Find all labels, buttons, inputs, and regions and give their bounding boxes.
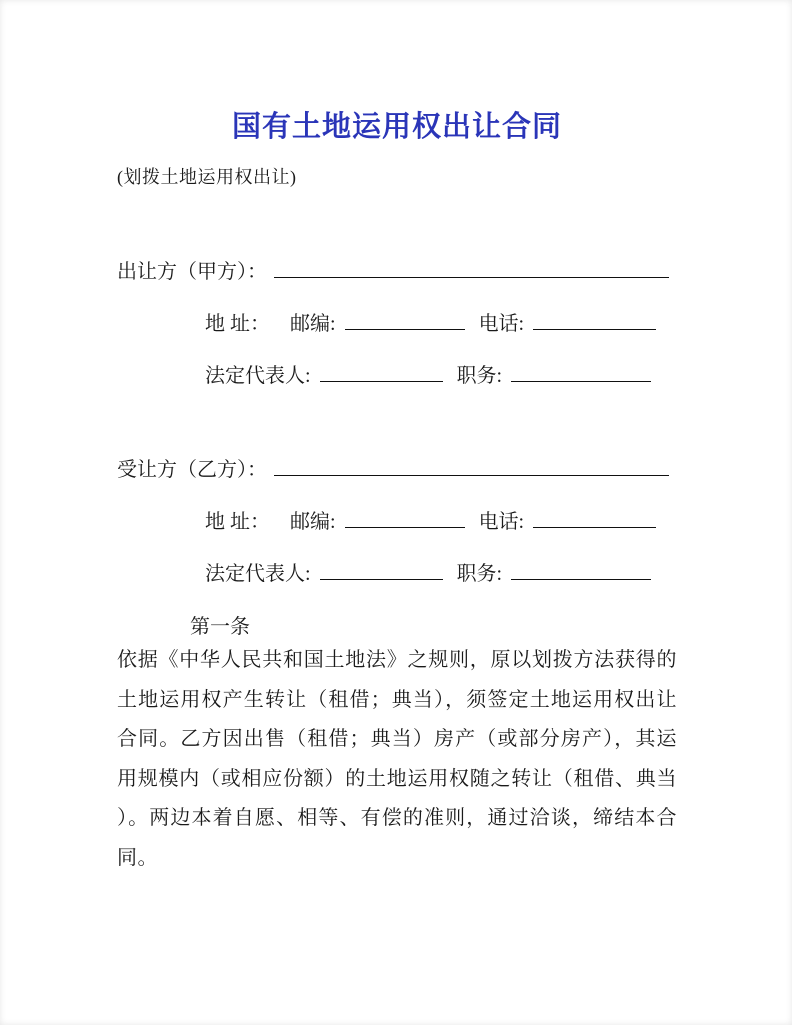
party-b-label: 受让方（乙方）： <box>117 459 267 481</box>
party-b-postcode-label: 邮编: <box>290 511 336 533</box>
paragraph-line: 依据《中华人民共和国土地法》之规则，原以划拨方法获得的 <box>117 649 677 671</box>
party-a-address-row <box>117 309 677 337</box>
party-b-section <box>117 455 677 587</box>
party-a-postcode-field[interactable] <box>345 309 465 330</box>
document-title: 国有土地运用权出让合同 <box>231 111 562 143</box>
party-a-label: 出让方（甲方）： <box>117 261 267 283</box>
party-a-section <box>117 257 677 389</box>
party-b-legal-rep-label: 法定代表人: <box>205 563 311 585</box>
party-a-postcode-label: 邮编: <box>290 313 336 335</box>
party-b-name-field[interactable] <box>274 455 669 476</box>
party-b-phone-field[interactable] <box>533 507 656 528</box>
party-b-address-row <box>117 507 677 535</box>
paragraph-line: 合同。乙方因出售（租借；典当）房产（或部分房产），其运 <box>117 728 677 751</box>
party-a-legal-rep-field[interactable] <box>320 361 443 382</box>
party-a-legal-rep-row <box>117 361 677 389</box>
party-b-position-label: 职务: <box>456 563 503 585</box>
party-b-position-field[interactable] <box>511 559 651 580</box>
document-subtitle: (划拨土地运用权出让) <box>117 167 297 187</box>
party-a-position-field[interactable] <box>511 361 651 382</box>
party-b-address-label: 地 址： <box>205 511 270 533</box>
party-a-position-label: 职务: <box>456 365 503 387</box>
party-a-phone-label: 电话: <box>478 313 525 335</box>
party-b-label-row <box>117 455 677 483</box>
party-b-postcode-field[interactable] <box>345 507 465 528</box>
article-heading: 第一条 <box>190 616 250 638</box>
party-a-phone-field[interactable] <box>533 309 656 330</box>
party-a-label-row <box>117 257 677 285</box>
party-b-phone-label: 电话: <box>478 511 525 533</box>
party-b-legal-rep-row <box>117 559 677 587</box>
party-a-legal-rep-label: 法定代表人: <box>205 365 311 387</box>
party-a-address-label: 地 址： <box>205 313 270 335</box>
paragraph-line: ）。两边本着自愿、相等、有偿的准则，通过洽谈，缔结本合 <box>117 807 677 830</box>
article-body <box>117 641 677 879</box>
paragraph-line: 用规模内（或相应份额）的土地运用权随之转让（租借、典当 <box>117 767 677 790</box>
paragraph-line: 同。 <box>117 846 158 869</box>
paragraph-line: 土地运用权产生转让（租借；典当），须签定土地运用权出让 <box>117 688 677 711</box>
party-b-legal-rep-field[interactable] <box>320 559 443 580</box>
party-a-name-field[interactable] <box>274 257 669 278</box>
